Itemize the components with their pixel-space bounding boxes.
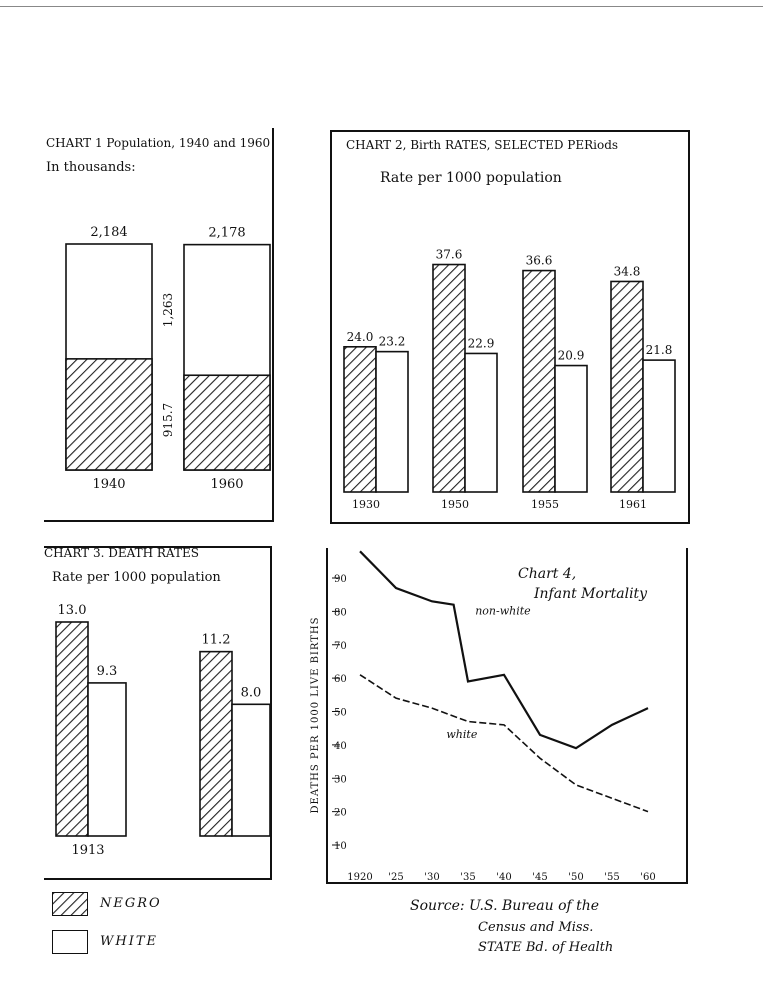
chart2-label-negro-1961: 34.8 xyxy=(613,264,641,279)
chart1-xtick-1960: 1960 xyxy=(210,477,244,492)
chart4-ytick-70: 70 xyxy=(334,640,347,652)
chart1-title: CHART 1 Population, 1940 and 1960 xyxy=(46,136,271,150)
chart3-subtitle: Rate per 1000 population xyxy=(52,570,221,585)
source-line-3: STATE Bd. of Health xyxy=(478,940,614,955)
chart4-xtick-1940: '40 xyxy=(496,872,512,883)
source-line-2: Census and Miss. xyxy=(478,920,594,935)
chart4-ytick-90: 90 xyxy=(334,574,347,585)
chart4-ylabel: DEATHS PER 1000 LIVE BIRTHS xyxy=(310,616,321,814)
chart2-xtick-1955: 1955 xyxy=(531,498,559,511)
chart4-ytick-80: 80 xyxy=(334,607,347,619)
chart1-xtick-1940: 1940 xyxy=(92,477,126,492)
chart4-ytick-60: 60 xyxy=(334,674,347,686)
chart4-line-white xyxy=(360,675,648,812)
chart3-xtick-1913: 1913 xyxy=(71,843,105,858)
chart1-bracket-label-white: 1,263 xyxy=(161,292,175,328)
chart3-label-white-1: 8.0 xyxy=(240,685,262,701)
chart2-label-negro-1955: 36.6 xyxy=(525,253,553,268)
chart4-xtick-1920: 1920 xyxy=(347,872,373,883)
chart4-xtick-1925: '25 xyxy=(388,872,404,883)
chart2-label-white-1961: 21.8 xyxy=(645,343,673,358)
chart1-total-label-1940: 2,184 xyxy=(90,225,128,240)
chart2-label-white-1930: 23.2 xyxy=(378,334,406,349)
chart4-ytick-10: 10 xyxy=(334,841,347,852)
source-line-1: Source: U.S. Bureau of the xyxy=(410,898,600,914)
chart2-label-white-1950: 22.9 xyxy=(467,336,495,351)
legend-white-swatch xyxy=(52,930,88,954)
chart2-subtitle: Rate per 1000 population xyxy=(380,170,562,186)
chart4-xtick-1930: '30 xyxy=(424,872,440,883)
chart4-ytick-30: 30 xyxy=(334,774,347,786)
chart1-total-label-1960: 2,178 xyxy=(208,225,246,241)
legend-white-label: WHITE xyxy=(100,934,158,949)
chart4-xtick-1955: '55 xyxy=(604,872,620,883)
legend-negro-swatch xyxy=(52,892,88,916)
chart3-label-white-0: 9.3 xyxy=(96,663,118,679)
chart2-xtick-1930: 1930 xyxy=(352,498,380,511)
chart4-ytick-40: 40 xyxy=(334,740,347,752)
chart2-xtick-1950: 1950 xyxy=(441,498,469,511)
chart4-line-non-white xyxy=(360,551,648,748)
chart4-series-label-non-white: non-white xyxy=(475,604,531,618)
chart4-xtick-1945: '45 xyxy=(532,872,548,883)
chart2-label-negro-1930: 24.0 xyxy=(346,329,374,344)
chart4-series-label-white: white xyxy=(446,728,478,742)
chart4-xtick-1960: '60 xyxy=(640,872,656,883)
chart4-ytick-20: 20 xyxy=(334,807,347,819)
chart3-label-negro-1: 11.2 xyxy=(201,632,231,648)
legend-negro-label: NEGRO xyxy=(100,896,162,911)
chart1-bracket-label-negro: 915.7 xyxy=(161,402,175,438)
chart3-title: CHART 3. DEATH RATES xyxy=(44,546,199,560)
chart2-label-negro-1950: 37.6 xyxy=(435,247,463,262)
chart4-title: Chart 4, xyxy=(518,566,577,582)
chart4-xtick-1950: '50 xyxy=(568,872,584,883)
chart1-subtitle: In thousands: xyxy=(46,160,136,175)
chart2-label-white-1955: 20.9 xyxy=(557,348,585,363)
chart4-xtick-1935: '35 xyxy=(460,872,476,883)
chart2-xtick-1961: 1961 xyxy=(619,498,647,511)
chart4-subtitle: Infant Mortality xyxy=(534,586,648,602)
chart2-title: CHART 2, Birth RATES, SELECTED PERiods xyxy=(346,138,619,152)
chart3-label-negro-0: 13.0 xyxy=(57,603,87,618)
chart4-ytick-50: 50 xyxy=(334,707,347,719)
